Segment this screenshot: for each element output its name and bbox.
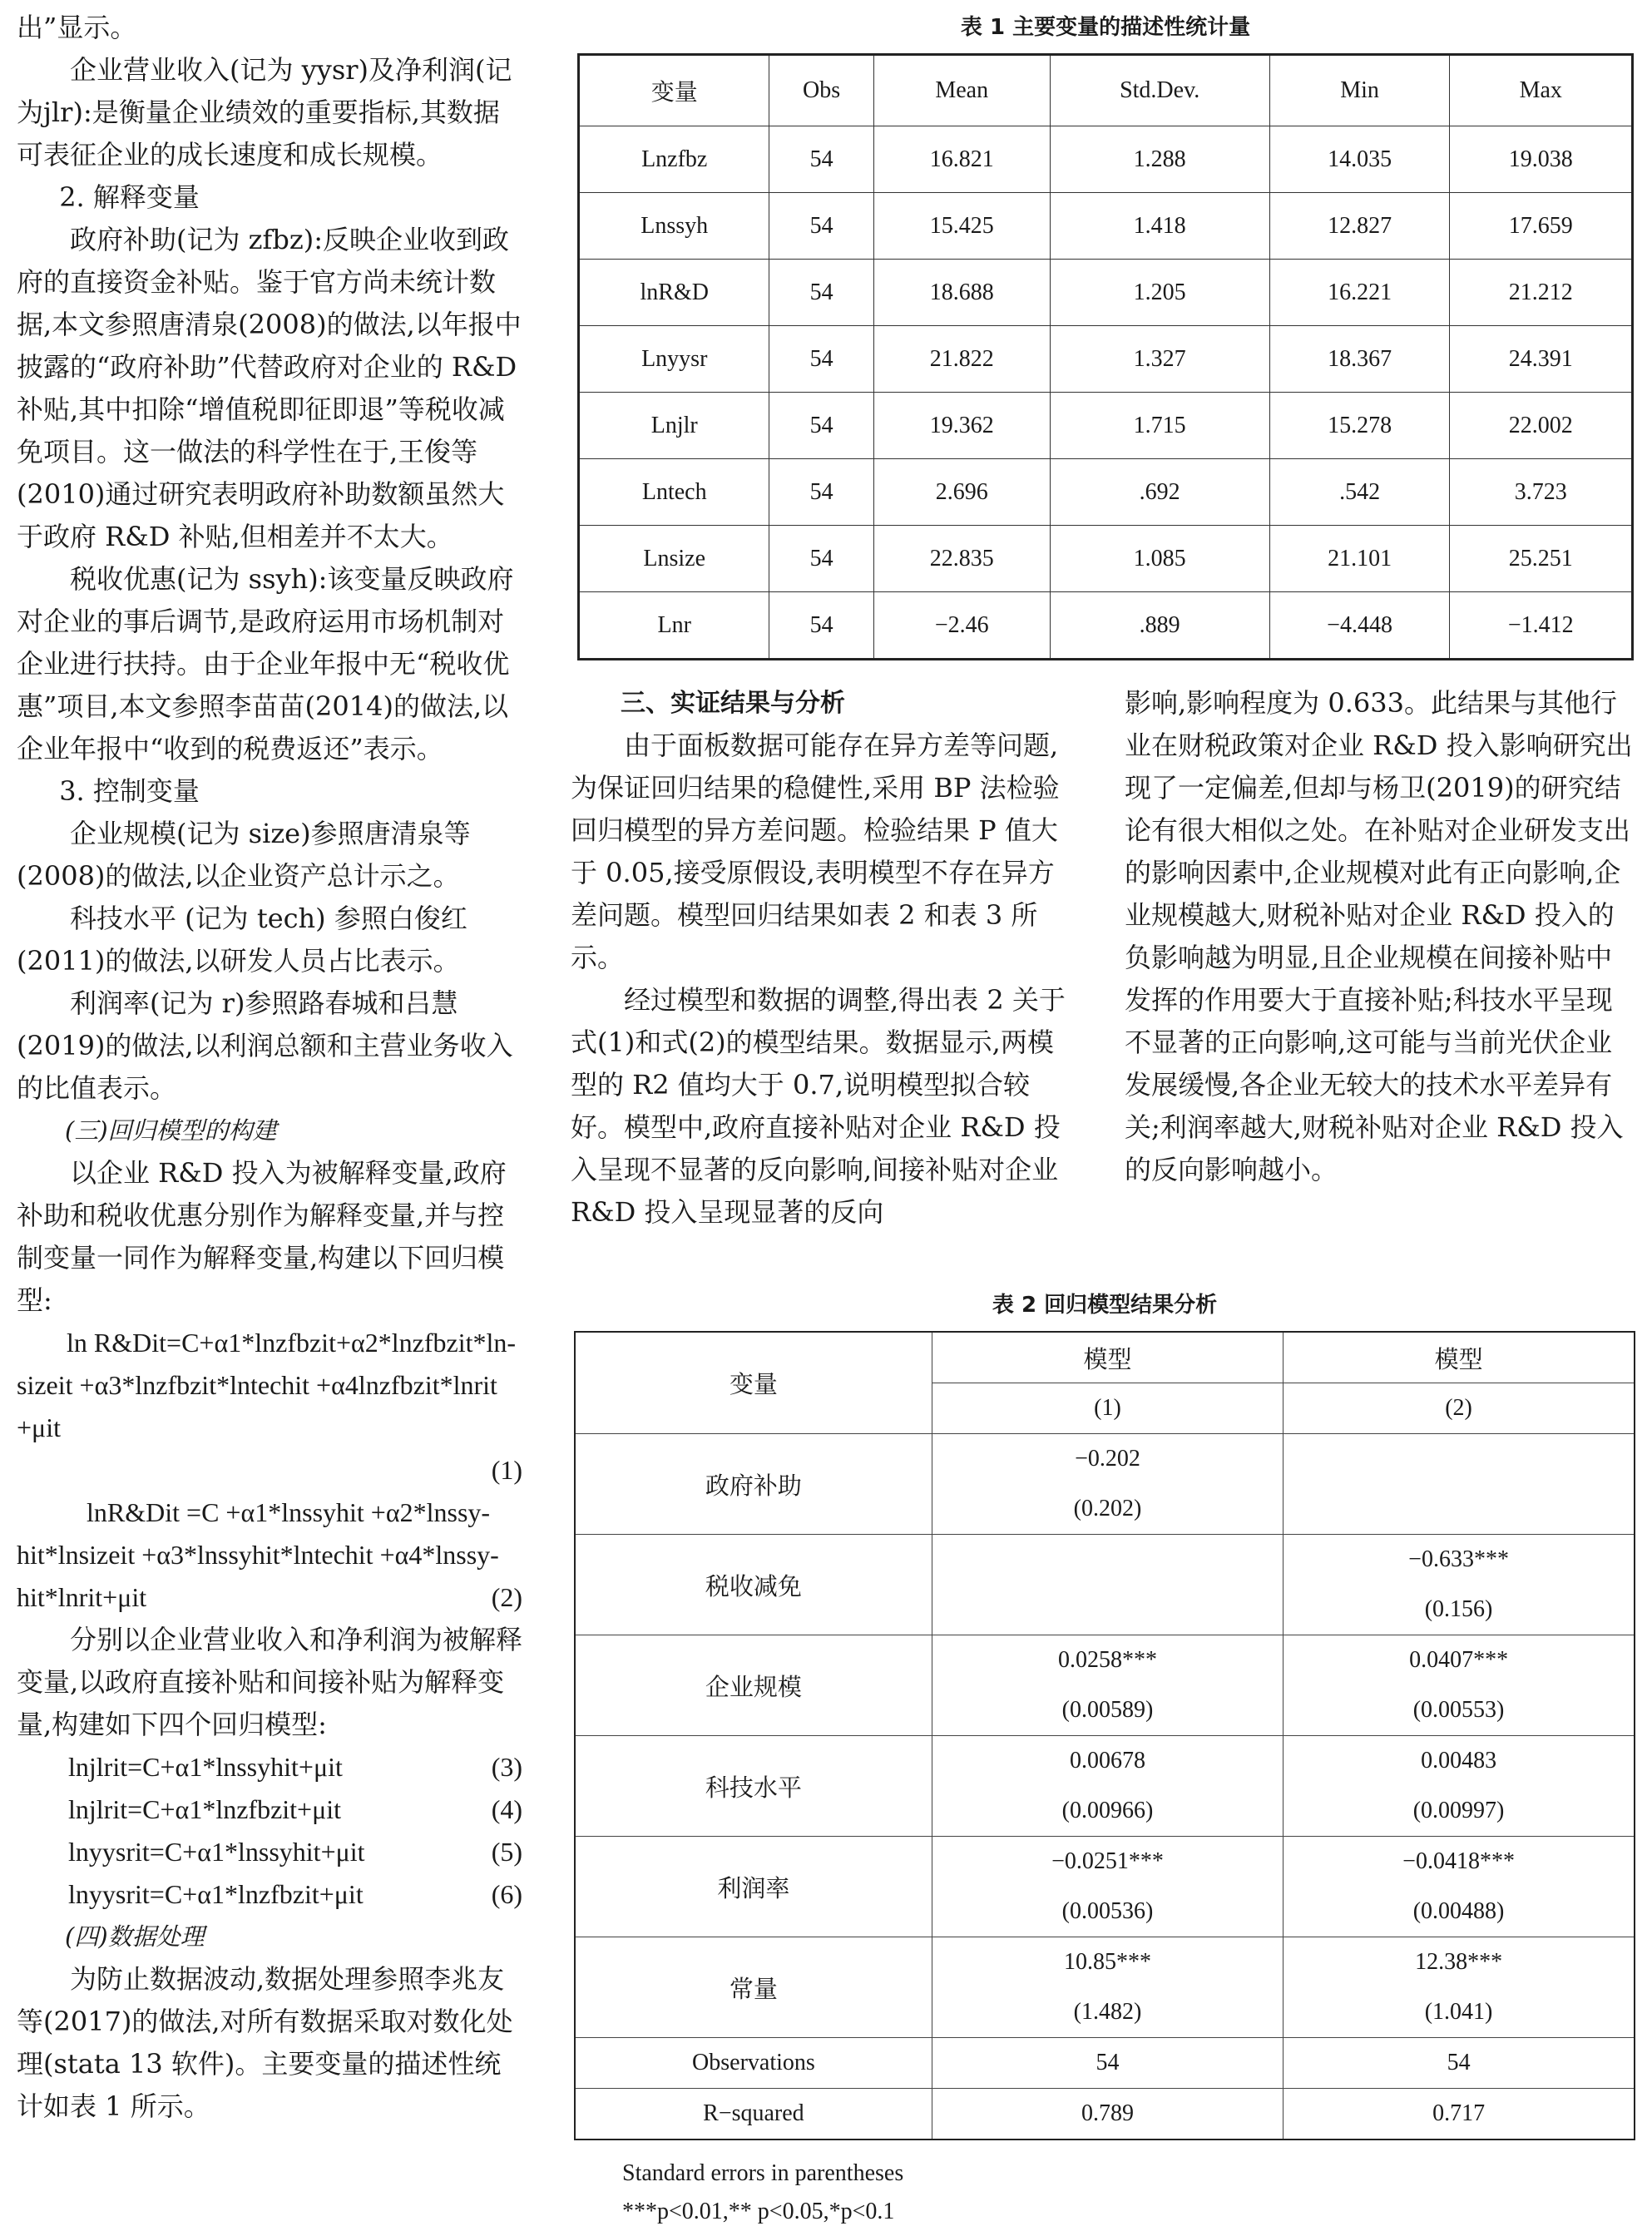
table2-standard-error: (0.00488): [1284, 1887, 1635, 1937]
table2-header-model: 模型: [1284, 1332, 1635, 1383]
table1-cell: Lnjlr: [579, 393, 769, 459]
table1-header-cell: Mean: [873, 55, 1050, 126]
equation-number: (1): [491, 1455, 522, 1485]
table1-cell: Lnyysr: [579, 326, 769, 393]
table1-cell: 18.367: [1269, 326, 1450, 393]
table2-variable-label: 常量: [575, 1937, 932, 2038]
table1-cell: 1.327: [1050, 326, 1269, 393]
table2-stat-value: 54: [1284, 2038, 1635, 2089]
table1-cell: 16.821: [873, 126, 1050, 193]
table2-stat-value: 54: [932, 2038, 1283, 2089]
table-row: [575, 1837, 1635, 1887]
paragraph: 为防止数据波动,数据处理参照李兆友等(2017)的做法,对所有数据采取对数化处理(stata 13 软件)。主要变量的描述性统计如表 1 所示。: [17, 1963, 513, 2122]
table2-header-variable: 变量: [575, 1332, 932, 1434]
table1-cell: Lntech: [579, 459, 769, 526]
table2-coefficient: −0.202: [932, 1434, 1283, 1485]
table-row: [579, 193, 1633, 260]
table2: [574, 1331, 1635, 2140]
equation: lnyysrit=C+α1*lnssyhit+μit (5): [68, 1837, 522, 1867]
table2-coefficient: [1284, 1434, 1635, 1485]
paragraph: 经过模型和数据的调整,得出表 2 关于式(1)和式(2)的模型结果。数据显示,两模型的 R2 值均大于 0.7,说明模型拟合较好。模型中,政府直接补贴对企业 R&D 投入呈现不显著的反向影响,间接补贴对企业 R&D 投入呈现显著的反向: [571, 984, 1066, 1228]
table1-header-cell: Min: [1269, 55, 1450, 126]
table2-coefficient: −0.0418***: [1284, 1837, 1635, 1887]
table2-coefficient: [932, 1535, 1283, 1585]
table1-cell: −2.46: [873, 592, 1050, 660]
table2-standard-error: [932, 1585, 1283, 1635]
table2-standard-error: (0.00553): [1284, 1685, 1635, 1736]
table1-cell: 21.212: [1450, 260, 1633, 326]
table1-cell: 1.085: [1050, 526, 1269, 592]
table1-cell: 21.101: [1269, 526, 1450, 592]
table1-cell: 16.221: [1269, 260, 1450, 326]
table1-cell: 14.035: [1269, 126, 1450, 193]
table2-stat-value: 0.717: [1284, 2089, 1635, 2140]
table1-cell: 18.688: [873, 260, 1050, 326]
table2-note: Standard errors in parentheses: [622, 2160, 904, 2186]
table1-cell: .692: [1050, 459, 1269, 526]
equation: lnjlrit=C+α1*lnssyhit+μit (3): [68, 1752, 522, 1782]
table2-variable-label: 税收减免: [575, 1535, 932, 1635]
equation: hit*lnrit+μit (2): [17, 1582, 522, 1612]
table1-cell: 21.822: [873, 326, 1050, 393]
subheading: 3. 控制变量: [59, 775, 200, 807]
table2-variable-label: 科技水平: [575, 1736, 932, 1837]
table1-cell: 54: [769, 526, 873, 592]
table-row: [575, 1434, 1635, 1485]
paragraph: 政府补助(记为 zfbz):反映企业收到政府的直接资金补贴。鉴于官方尚未统计数据,本文参照唐清泉(2008)的做法,以年报中披露的“政府补助”代替政府对企业的 R&D 补贴,其中扣除“增值税即征即退”等税收减免项目。这一做法的科学性在于,王俊等(2010)通过研究表明政府补助数额虽然大于政府 R&D 补贴,但相差并不太大。: [17, 224, 522, 552]
table2-standard-error: (0.00997): [1284, 1786, 1635, 1837]
table-row: [575, 1535, 1635, 1585]
paragraph: 分别以企业营业收入和净利润为被解释变量,以政府直接补贴和间接补贴为解释变量,构建如下四个回归模型:: [17, 1624, 523, 1740]
equation: lnjlrit=C+α1*lnzfbzit+μit (4): [68, 1794, 522, 1824]
table2-coefficient: 0.00678: [932, 1736, 1283, 1787]
table1-cell: 25.251: [1450, 526, 1633, 592]
table-row: [575, 1937, 1635, 1988]
table1-cell: Lnr: [579, 592, 769, 660]
table1: [577, 53, 1634, 660]
table2-variable-label: 企业规模: [575, 1635, 932, 1736]
table1-cell: Lnsize: [579, 526, 769, 592]
table1-header-cell: Std.Dev.: [1050, 55, 1269, 126]
table1-cell: 24.391: [1450, 326, 1633, 393]
table2-coefficient: 10.85***: [932, 1937, 1283, 1988]
table2-header-model-number: (1): [932, 1383, 1283, 1434]
table1-header-cell: Obs: [769, 55, 873, 126]
table-row: [579, 459, 1633, 526]
table1-cell: 54: [769, 260, 873, 326]
table-row: [579, 326, 1633, 393]
table1-cell: 54: [769, 326, 873, 393]
table2-notes: [622, 2154, 903, 2231]
table-row: [579, 393, 1633, 459]
section-heading: 三、实证结果与分析: [621, 689, 845, 718]
equation: lnyysrit=C+α1*lnzfbzit+μit (6): [68, 1879, 522, 1909]
table1-cell: 22.835: [873, 526, 1050, 592]
table-row: [575, 1736, 1635, 1787]
table-row: [579, 592, 1633, 660]
table1-cell: Lnzfbz: [579, 126, 769, 193]
table1-cell: 1.205: [1050, 260, 1269, 326]
table2-caption: 表 2 回归模型结果分析: [992, 1293, 1218, 1318]
table1-caption: 表 1 主要变量的描述性统计量: [960, 15, 1251, 40]
table2-header-model-number: (2): [1284, 1383, 1635, 1434]
table1-header-cell: 变量: [579, 55, 769, 126]
paragraph: 科技水平 (记为 tech) 参照白俊红(2011)的做法,以研发人员占比表示。: [17, 903, 467, 977]
table2-stat-value: 0.789: [932, 2089, 1283, 2140]
table2-note: ***p<0.01,** p<0.05,*p<0.1: [622, 2199, 895, 2224]
table1-cell: 1.288: [1050, 126, 1269, 193]
table1-cell: 1.418: [1050, 193, 1269, 260]
table1-cell: −4.448: [1269, 592, 1450, 660]
table2-standard-error: (1.041): [1284, 1987, 1635, 2038]
table2-standard-error: (0.00536): [932, 1887, 1283, 1937]
table-row: [579, 260, 1633, 326]
table1-cell: 54: [769, 193, 873, 260]
table2-standard-error: (0.156): [1284, 1585, 1635, 1635]
table2-variable-label: 政府补助: [575, 1434, 932, 1535]
paragraph: 出”显示。: [17, 12, 137, 43]
table2-standard-error: (0.202): [932, 1484, 1283, 1535]
table1-cell: 54: [769, 126, 873, 193]
subheading: (三)回归模型的构建: [65, 1116, 277, 1145]
subheading: 2. 解释变量: [59, 181, 200, 213]
table1-cell: 3.723: [1450, 459, 1633, 526]
table1-cell: 17.659: [1450, 193, 1633, 260]
table1-cell: 2.696: [873, 459, 1050, 526]
table2-coefficient: −0.633***: [1284, 1535, 1635, 1585]
table2-coefficient: 12.38***: [1284, 1937, 1635, 1988]
table1-header-cell: Max: [1450, 55, 1633, 126]
table2-standard-error: [1284, 1484, 1635, 1535]
table-row: [575, 2038, 1635, 2089]
table1-cell: −1.412: [1450, 592, 1633, 660]
table1-cell: 15.278: [1269, 393, 1450, 459]
table2-standard-error: (0.00589): [932, 1685, 1283, 1736]
table1-header-row: [579, 55, 1633, 126]
paragraph: 由于面板数据可能存在异方差等问题,为保证回归结果的稳健性,采用 BP 法检验回归模型的异方差问题。检验结果 P 值大于 0.05,接受原假设,表明模型不存在异方差问题。模型回归结果如表 2 和表 3 所示。: [571, 730, 1060, 973]
table1-cell: 15.425: [873, 193, 1050, 260]
left-column: [17, 7, 526, 2128]
equation: hit*lnsizeit +α3*lnssyhit*lntechit +α4*lnssy-: [17, 1540, 499, 1570]
equation: ln R&Dit=C+α1*lnzfbzit+α2*lnzfbzit*ln-: [67, 1328, 517, 1358]
table2-coefficient: 0.0407***: [1284, 1635, 1635, 1686]
table2-standard-error: (1.482): [932, 1987, 1283, 2038]
table1-cell: 1.715: [1050, 393, 1269, 459]
table2-coefficient: −0.0251***: [932, 1837, 1283, 1887]
table1-cell: 22.002: [1450, 393, 1633, 459]
table1-cell: 19.038: [1450, 126, 1633, 193]
table2-stat-label: R−squared: [575, 2089, 932, 2140]
table1-cell: lnR&D: [579, 260, 769, 326]
table2-variable-label: 利润率: [575, 1837, 932, 1937]
paragraph: 企业营业收入(记为 yysr)及净利润(记为jlr):是衡量企业绩效的重要指标,其数据可表征企业的成长速度和成长规模。: [17, 54, 512, 171]
middle-column: [571, 682, 1080, 1234]
table2-standard-error: (0.00966): [932, 1786, 1283, 1837]
paragraph: 企业规模(记为 size)参照唐清泉等(2008)的做法,以企业资产总计示之。: [17, 818, 471, 892]
equation: lnR&Dit =C +α1*lnssyhit +α2*lnssy-: [87, 1497, 491, 1527]
table-row: [575, 2089, 1635, 2140]
table1-cell: 54: [769, 393, 873, 459]
table2-coefficient: 0.00483: [1284, 1736, 1635, 1787]
equation: sizeit +α3*lnzfbzit*lntechit +α4lnzfbzit*lnrit +μit: [17, 1370, 497, 1442]
right-column: [1125, 682, 1637, 1191]
table1-cell: 54: [769, 592, 873, 660]
paragraph: 税收优惠(记为 ssyh):该变量反映政府对企业的事后调节,是政府运用市场机制对企业进行扶持。由于企业年报中无“税收优惠”项目,本文参照李苗苗(2014)的做法,以企业年报中“收到的税费返还”表示。: [17, 563, 514, 764]
table-row: [579, 526, 1633, 592]
paragraph: 利润率(记为 r)参照路春城和吕慧(2019)的做法,以利润总额和主营业务收入的比值表示。: [17, 987, 513, 1104]
table-row: [575, 1635, 1635, 1686]
subheading: (四)数据处理: [65, 1922, 205, 1951]
table1-cell: .889: [1050, 592, 1269, 660]
table1-cell: 54: [769, 459, 873, 526]
table1-cell: Lnssyh: [579, 193, 769, 260]
table1-cell: 12.827: [1269, 193, 1450, 260]
table-row: [579, 126, 1633, 193]
paragraph: 影响,影响程度为 0.633。此结果与其他行业在财税政策对企业 R&D 投入影响研究出现了一定偏差,但却与杨卫(2019)的研究结论有很大相似之处。在补贴对企业研发支出的影响因素中,企业规模对此有正向影响,企业规模越大,财税补贴对企业 R&D 投入的负影响越为明显,且企业规模在间接补贴中发挥的作用要大于直接补贴;科技水平呈现不显著的正向影响,这可能与当前光伏企业发展缓慢,各企业无较大的技术水平差异有关;利润率越大,财税补贴对企业 R&D 投入的反向影响越小。: [1125, 687, 1633, 1185]
table1-cell: .542: [1269, 459, 1450, 526]
table2-coefficient: 0.0258***: [932, 1635, 1283, 1686]
paragraph: 以企业 R&D 投入为被解释变量,政府补助和税收优惠分别作为解释变量,并与控制变量一同作为解释变量,构建以下回归模型:: [17, 1157, 507, 1316]
table2-header-model: 模型: [932, 1332, 1283, 1383]
table2-stat-label: Observations: [575, 2038, 932, 2089]
table1-cell: 19.362: [873, 393, 1050, 459]
